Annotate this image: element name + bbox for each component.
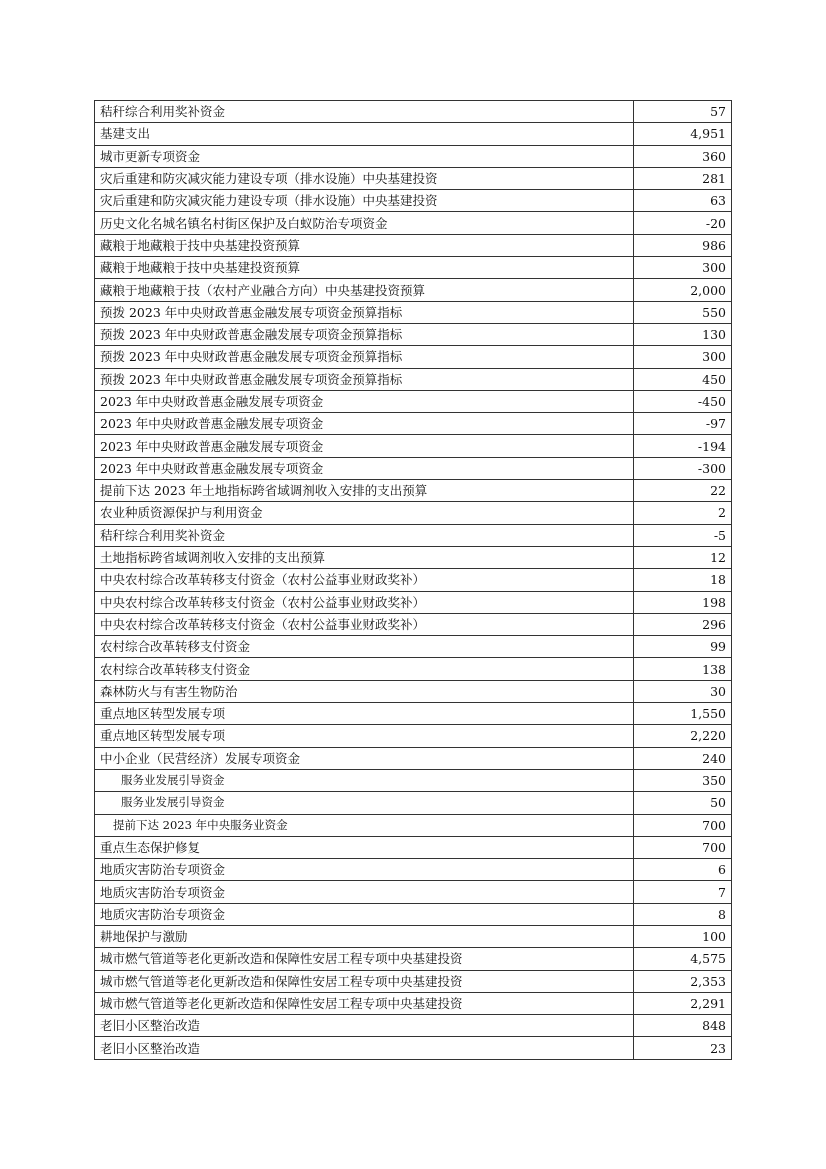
table-row — [95, 346, 732, 368]
amount-cell: 4,575 — [634, 948, 732, 970]
amount-cell: 99 — [634, 636, 732, 658]
item-name-cell: 森林防火与有害生物防治 — [95, 680, 634, 702]
table-row — [95, 190, 732, 212]
item-name-cell: 重点地区转型发展专项 — [95, 703, 634, 725]
item-name-cell: 灾后重建和防灾减灾能力建设专项（排水设施）中央基建投资 — [95, 167, 634, 189]
item-name-cell: 城市燃气管道等老化更新改造和保障性安居工程专项中央基建投资 — [95, 948, 634, 970]
table-row — [95, 546, 732, 568]
item-name-cell: 农业种质资源保护与利用资金 — [95, 502, 634, 524]
amount-cell: 2,000 — [634, 279, 732, 301]
table-row — [95, 323, 732, 345]
item-name-cell: 预拨 2023 年中央财政普惠金融发展专项资金预算指标 — [95, 323, 634, 345]
amount-cell: 350 — [634, 769, 732, 791]
budget-table — [94, 100, 732, 1060]
table-row — [95, 948, 732, 970]
amount-cell: 2,291 — [634, 992, 732, 1014]
item-name-cell: 城市燃气管道等老化更新改造和保障性安居工程专项中央基建投资 — [95, 970, 634, 992]
item-name-cell: 2023 年中央财政普惠金融发展专项资金 — [95, 390, 634, 412]
amount-cell: 7 — [634, 881, 732, 903]
amount-cell: 30 — [634, 680, 732, 702]
item-name-cell: 老旧小区整治改造 — [95, 1037, 634, 1059]
table-row — [95, 234, 732, 256]
item-name-cell: 农村综合改革转移支付资金 — [95, 658, 634, 680]
item-name-cell: 2023 年中央财政普惠金融发展专项资金 — [95, 457, 634, 479]
amount-cell: 138 — [634, 658, 732, 680]
amount-cell: 450 — [634, 368, 732, 390]
item-name-cell: 服务业发展引导资金 — [95, 769, 634, 791]
item-name-cell: 2023 年中央财政普惠金融发展专项资金 — [95, 435, 634, 457]
table-row — [95, 413, 732, 435]
item-name-cell: 重点生态保护修复 — [95, 836, 634, 858]
table-row — [95, 792, 732, 814]
table-row — [95, 970, 732, 992]
amount-cell: 550 — [634, 301, 732, 323]
item-name-cell: 中央农村综合改革转移支付资金（农村公益事业财政奖补） — [95, 591, 634, 613]
amount-cell: -194 — [634, 435, 732, 457]
amount-cell: 8 — [634, 903, 732, 925]
table-row — [95, 658, 732, 680]
table-row — [95, 145, 732, 167]
item-name-cell: 耕地保护与激励 — [95, 925, 634, 947]
table-row — [95, 368, 732, 390]
item-name-cell: 老旧小区整治改造 — [95, 1015, 634, 1037]
item-name-cell: 中小企业（民营经济）发展专项资金 — [95, 747, 634, 769]
table-row — [95, 903, 732, 925]
amount-cell: 50 — [634, 792, 732, 814]
table-row — [95, 301, 732, 323]
table-row — [95, 814, 732, 836]
table-row — [95, 435, 732, 457]
table-row — [95, 925, 732, 947]
item-name-cell: 中央农村综合改革转移支付资金（农村公益事业财政奖补） — [95, 569, 634, 591]
amount-cell: 700 — [634, 836, 732, 858]
amount-cell: 1,550 — [634, 703, 732, 725]
table-row — [95, 769, 732, 791]
table-row — [95, 457, 732, 479]
amount-cell: -450 — [634, 390, 732, 412]
table-row — [95, 390, 732, 412]
table-row — [95, 859, 732, 881]
table-row — [95, 569, 732, 591]
amount-cell: 240 — [634, 747, 732, 769]
table-row — [95, 257, 732, 279]
amount-cell: 4,951 — [634, 123, 732, 145]
item-name-cell: 秸秆综合利用奖补资金 — [95, 524, 634, 546]
table-row — [95, 613, 732, 635]
item-name-cell: 预拨 2023 年中央财政普惠金融发展专项资金预算指标 — [95, 301, 634, 323]
amount-cell: 18 — [634, 569, 732, 591]
amount-cell: -20 — [634, 212, 732, 234]
table-row — [95, 747, 732, 769]
item-name-cell: 藏粮于地藏粮于技（农村产业融合方向）中央基建投资预算 — [95, 279, 634, 301]
table-row — [95, 1015, 732, 1037]
item-name-cell: 藏粮于地藏粮于技中央基建投资预算 — [95, 234, 634, 256]
item-name-cell: 城市更新专项资金 — [95, 145, 634, 167]
item-name-cell: 土地指标跨省域调剂收入安排的支出预算 — [95, 546, 634, 568]
amount-cell: -97 — [634, 413, 732, 435]
table-row — [95, 881, 732, 903]
table-row — [95, 167, 732, 189]
table-row — [95, 636, 732, 658]
item-name-cell: 藏粮于地藏粮于技中央基建投资预算 — [95, 257, 634, 279]
amount-cell: 360 — [634, 145, 732, 167]
item-name-cell: 地质灾害防治专项资金 — [95, 903, 634, 925]
amount-cell: 281 — [634, 167, 732, 189]
amount-cell: 100 — [634, 925, 732, 947]
item-name-cell: 预拨 2023 年中央财政普惠金融发展专项资金预算指标 — [95, 346, 634, 368]
item-name-cell: 服务业发展引导资金 — [95, 792, 634, 814]
table-row — [95, 1037, 732, 1059]
table-row — [95, 524, 732, 546]
amount-cell: 2,353 — [634, 970, 732, 992]
item-name-cell: 中央农村综合改革转移支付资金（农村公益事业财政奖补） — [95, 613, 634, 635]
item-name-cell: 重点地区转型发展专项 — [95, 725, 634, 747]
amount-cell: 130 — [634, 323, 732, 345]
budget-table-body — [95, 101, 732, 1060]
table-row — [95, 101, 732, 123]
amount-cell: 300 — [634, 257, 732, 279]
amount-cell: -300 — [634, 457, 732, 479]
item-name-cell: 提前下达 2023 年土地指标跨省域调剂收入安排的支出预算 — [95, 480, 634, 502]
item-name-cell: 2023 年中央财政普惠金融发展专项资金 — [95, 413, 634, 435]
amount-cell: 12 — [634, 546, 732, 568]
item-name-cell: 地质灾害防治专项资金 — [95, 881, 634, 903]
item-name-cell: 基建支出 — [95, 123, 634, 145]
table-row — [95, 836, 732, 858]
table-row — [95, 279, 732, 301]
amount-cell: 22 — [634, 480, 732, 502]
table-row — [95, 480, 732, 502]
item-name-cell: 预拨 2023 年中央财政普惠金融发展专项资金预算指标 — [95, 368, 634, 390]
table-row — [95, 123, 732, 145]
table-row — [95, 591, 732, 613]
amount-cell: 2 — [634, 502, 732, 524]
item-name-cell: 历史文化名城名镇名村街区保护及白蚁防治专项资金 — [95, 212, 634, 234]
table-row — [95, 725, 732, 747]
amount-cell: 986 — [634, 234, 732, 256]
amount-cell: 198 — [634, 591, 732, 613]
amount-cell: 300 — [634, 346, 732, 368]
amount-cell: 848 — [634, 1015, 732, 1037]
item-name-cell: 城市燃气管道等老化更新改造和保障性安居工程专项中央基建投资 — [95, 992, 634, 1014]
amount-cell: 6 — [634, 859, 732, 881]
amount-cell: -5 — [634, 524, 732, 546]
table-row — [95, 502, 732, 524]
amount-cell: 700 — [634, 814, 732, 836]
table-row — [95, 680, 732, 702]
table-row — [95, 992, 732, 1014]
amount-cell: 2,220 — [634, 725, 732, 747]
amount-cell: 23 — [634, 1037, 732, 1059]
amount-cell: 296 — [634, 613, 732, 635]
item-name-cell: 秸秆综合利用奖补资金 — [95, 101, 634, 123]
amount-cell: 63 — [634, 190, 732, 212]
item-name-cell: 提前下达 2023 年中央服务业资金 — [95, 814, 634, 836]
item-name-cell: 农村综合改革转移支付资金 — [95, 636, 634, 658]
item-name-cell: 灾后重建和防灾减灾能力建设专项（排水设施）中央基建投资 — [95, 190, 634, 212]
item-name-cell: 地质灾害防治专项资金 — [95, 859, 634, 881]
amount-cell: 57 — [634, 101, 732, 123]
table-row — [95, 212, 732, 234]
table-row — [95, 703, 732, 725]
